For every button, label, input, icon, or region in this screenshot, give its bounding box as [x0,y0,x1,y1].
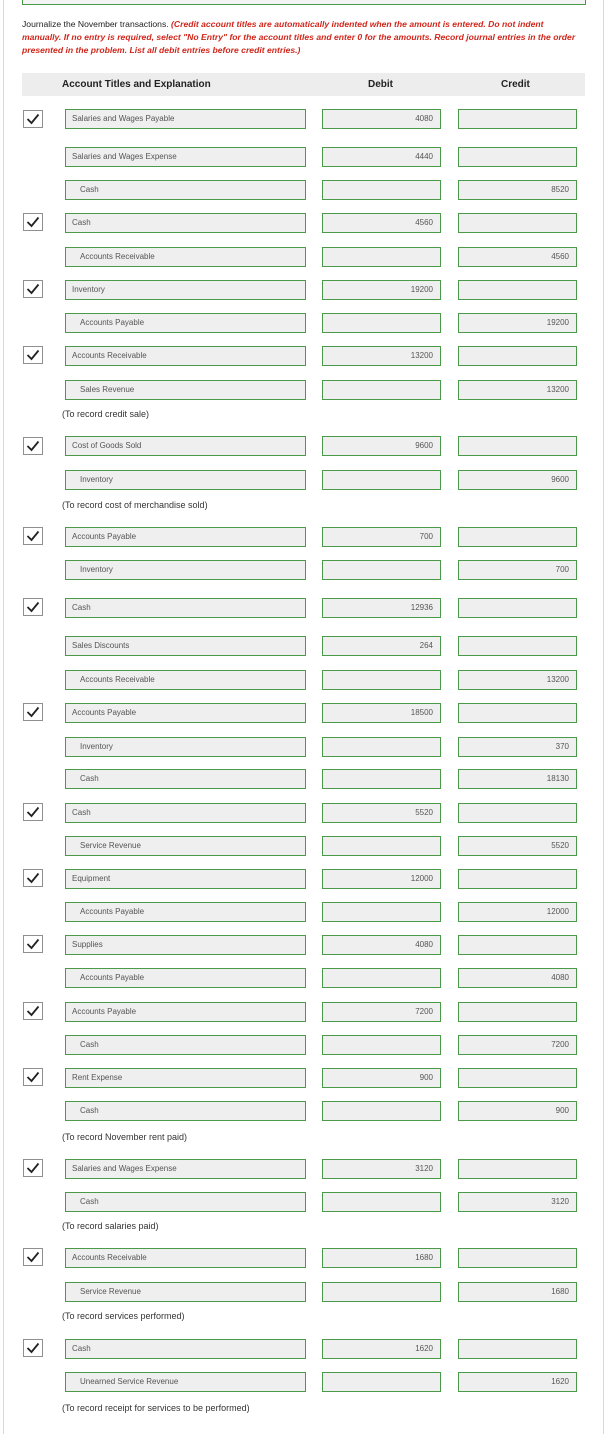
debit-amount-field[interactable]: 700 [322,527,441,547]
checkmark-icon [26,806,40,818]
debit-amount-field[interactable]: 12000 [322,869,441,889]
credit-amount-field[interactable] [458,280,577,300]
debit-amount-field[interactable] [322,769,441,789]
account-title-field[interactable]: Service Revenue [65,1282,306,1302]
credit-amount-field[interactable] [458,636,577,656]
checkmark-icon [26,601,40,613]
debit-amount-field[interactable]: 900 [322,1068,441,1088]
account-title-field[interactable]: Inventory [65,737,306,757]
credit-amount-field[interactable]: 1620 [458,1372,577,1392]
entry-checkmark [23,346,43,364]
account-title-field[interactable]: Salaries and Wages Expense [65,147,306,167]
entry-checkmark [23,213,43,231]
credit-amount-field[interactable] [458,346,577,366]
entry-checkmark [23,935,43,953]
entry-explanation: (To record cost of merchandise sold) [62,500,208,510]
credit-amount-field[interactable] [458,703,577,723]
account-title-field[interactable]: Cash [65,598,306,618]
account-title-field[interactable]: Equipment [65,869,306,889]
debit-amount-field[interactable]: 3120 [322,1159,441,1179]
journal-table-header [22,73,585,96]
credit-amount-field[interactable] [458,935,577,955]
checkmark-icon [26,1071,40,1083]
account-title-field[interactable]: Cash [65,1035,306,1055]
credit-amount-field[interactable]: 19200 [458,313,577,333]
entry-checkmark [23,869,43,887]
debit-amount-field[interactable]: 4560 [322,213,441,233]
debit-amount-field[interactable]: 19200 [322,280,441,300]
debit-amount-field[interactable]: 5520 [322,803,441,823]
credit-amount-field[interactable] [458,109,577,129]
entry-checkmark [23,598,43,616]
credit-amount-field[interactable] [458,436,577,456]
credit-amount-field[interactable]: 900 [458,1101,577,1121]
entry-checkmark [23,1248,43,1266]
credit-column-header: Credit [501,79,530,90]
credit-amount-field[interactable] [458,869,577,889]
debit-amount-field[interactable] [322,470,441,490]
account-title-field[interactable]: Salaries and Wages Expense [65,1159,306,1179]
account-title-field[interactable]: Accounts Payable [65,527,306,547]
account-title-field[interactable]: Cash [65,1101,306,1121]
previous-panel-edge [22,0,586,5]
entry-checkmark [23,280,43,298]
instructions-lead: Journalize the November transactions. [22,19,169,29]
checkmark-icon [26,872,40,884]
debit-amount-field[interactable]: 18500 [322,703,441,723]
account-title-field[interactable]: Cash [65,769,306,789]
account-title-field[interactable]: Sales Discounts [65,636,306,656]
credit-amount-field[interactable]: 18130 [458,769,577,789]
account-title-field[interactable]: Rent Expense [65,1068,306,1088]
entry-explanation: (To record salaries paid) [62,1221,159,1231]
account-title-field[interactable]: Accounts Receivable [65,670,306,690]
account-title-field[interactable]: Supplies [65,935,306,955]
debit-amount-field[interactable] [322,737,441,757]
entry-checkmark [23,1068,43,1086]
credit-amount-field[interactable] [458,1002,577,1022]
account-column-header: Account Titles and Explanation [62,79,211,90]
entry-checkmark [23,803,43,821]
account-title-field[interactable]: Service Revenue [65,836,306,856]
checkmark-icon [26,530,40,542]
checkmark-icon [26,1251,40,1263]
debit-amount-field[interactable] [322,247,441,267]
debit-amount-field[interactable]: 1680 [322,1248,441,1268]
account-title-field[interactable]: Accounts Payable [65,1002,306,1022]
checkmark-icon [26,216,40,228]
debit-amount-field[interactable]: 9600 [322,436,441,456]
checkmark-icon [26,440,40,452]
account-title-field[interactable]: Inventory [65,470,306,490]
credit-amount-field[interactable]: 700 [458,560,577,580]
credit-amount-field[interactable] [458,527,577,547]
credit-amount-field[interactable]: 4080 [458,968,577,988]
debit-amount-field[interactable]: 4080 [322,935,441,955]
debit-amount-field[interactable]: 4440 [322,147,441,167]
account-title-field[interactable]: Accounts Receivable [65,346,306,366]
credit-amount-field[interactable]: 3120 [458,1192,577,1212]
debit-amount-field[interactable] [322,670,441,690]
checkmark-icon [26,283,40,295]
entry-checkmark [23,1002,43,1020]
entry-explanation: (To record services performed) [62,1311,185,1321]
debit-amount-field[interactable] [322,180,441,200]
debit-amount-field[interactable] [322,560,441,580]
debit-amount-field[interactable]: 1620 [322,1339,441,1359]
credit-amount-field[interactable] [458,803,577,823]
account-title-field[interactable]: Accounts Receivable [65,247,306,267]
debit-amount-field[interactable]: 12936 [322,598,441,618]
debit-amount-field[interactable] [322,902,441,922]
credit-amount-field[interactable]: 8520 [458,180,577,200]
credit-amount-field[interactable]: 7200 [458,1035,577,1055]
debit-amount-field[interactable] [322,968,441,988]
credit-amount-field[interactable]: 9600 [458,470,577,490]
credit-amount-field[interactable]: 370 [458,737,577,757]
credit-amount-field[interactable]: 5520 [458,836,577,856]
credit-amount-field[interactable] [458,1339,577,1359]
debit-amount-field[interactable] [322,836,441,856]
account-title-field[interactable]: Salaries and Wages Payable [65,109,306,129]
account-title-field[interactable]: Accounts Payable [65,902,306,922]
debit-amount-field[interactable]: 13200 [322,346,441,366]
entry-checkmark [23,703,43,721]
checkmark-icon [26,113,40,125]
credit-amount-field[interactable] [458,1248,577,1268]
debit-column-header: Debit [368,79,393,90]
checkmark-icon [26,1162,40,1174]
debit-amount-field[interactable] [322,380,441,400]
credit-amount-field[interactable]: 13200 [458,670,577,690]
account-title-field[interactable]: Accounts Payable [65,313,306,333]
checkmark-icon [26,1342,40,1354]
account-title-field[interactable]: Accounts Payable [65,703,306,723]
instructions [22,18,582,57]
account-title-field[interactable]: Cash [65,213,306,233]
account-title-field[interactable]: Cash [65,180,306,200]
checkmark-icon [26,349,40,361]
debit-amount-field[interactable] [322,1282,441,1302]
entry-checkmark [23,437,43,455]
debit-amount-field[interactable]: 264 [322,636,441,656]
entry-checkmark [23,110,43,128]
credit-amount-field[interactable]: 4560 [458,247,577,267]
account-title-field[interactable]: Unearned Service Revenue [65,1372,306,1392]
account-title-field[interactable]: Cost of Goods Sold [65,436,306,456]
debit-amount-field[interactable] [322,1035,441,1055]
credit-amount-field[interactable]: 1680 [458,1282,577,1302]
debit-amount-field[interactable]: 4080 [322,109,441,129]
credit-amount-field[interactable]: 12000 [458,902,577,922]
account-title-field[interactable]: Inventory [65,280,306,300]
entry-checkmark [23,527,43,545]
account-title-field[interactable]: Accounts Payable [65,968,306,988]
credit-amount-field[interactable] [458,598,577,618]
debit-amount-field[interactable] [322,1101,441,1121]
debit-amount-field[interactable] [322,1192,441,1212]
checkmark-icon [26,1005,40,1017]
entry-checkmark [23,1159,43,1177]
entry-explanation: (To record credit sale) [62,409,150,419]
instructions-note: (Credit account titles are automatically indented when the amount is entered. Do not indent manually. If no entry is required, select "No Entry" for the account titles and enter 0 for the amounts. Record journal entries in the order presented in the problem. List all debit entries before credit entries.) [22,19,576,55]
account-title-field[interactable]: Sales Revenue [65,380,306,400]
account-title-field[interactable]: Cash [65,1339,306,1359]
debit-amount-field[interactable] [322,313,441,333]
debit-amount-field[interactable] [322,1372,441,1392]
entry-explanation: (To record November rent paid) [62,1132,188,1142]
account-title-field[interactable]: Accounts Receivable [65,1248,306,1268]
debit-amount-field[interactable]: 7200 [322,1002,441,1022]
credit-amount-field[interactable]: 13200 [458,380,577,400]
entry-explanation: (To record receipt for services to be performed) [62,1403,250,1413]
credit-amount-field[interactable] [458,1068,577,1088]
account-title-field[interactable]: Cash [65,803,306,823]
checkmark-icon [26,938,40,950]
credit-amount-field[interactable] [458,1159,577,1179]
account-title-field[interactable]: Inventory [65,560,306,580]
checkmark-icon [26,706,40,718]
credit-amount-field[interactable] [458,213,577,233]
account-title-field[interactable]: Cash [65,1192,306,1212]
entry-checkmark [23,1339,43,1357]
credit-amount-field[interactable] [458,147,577,167]
